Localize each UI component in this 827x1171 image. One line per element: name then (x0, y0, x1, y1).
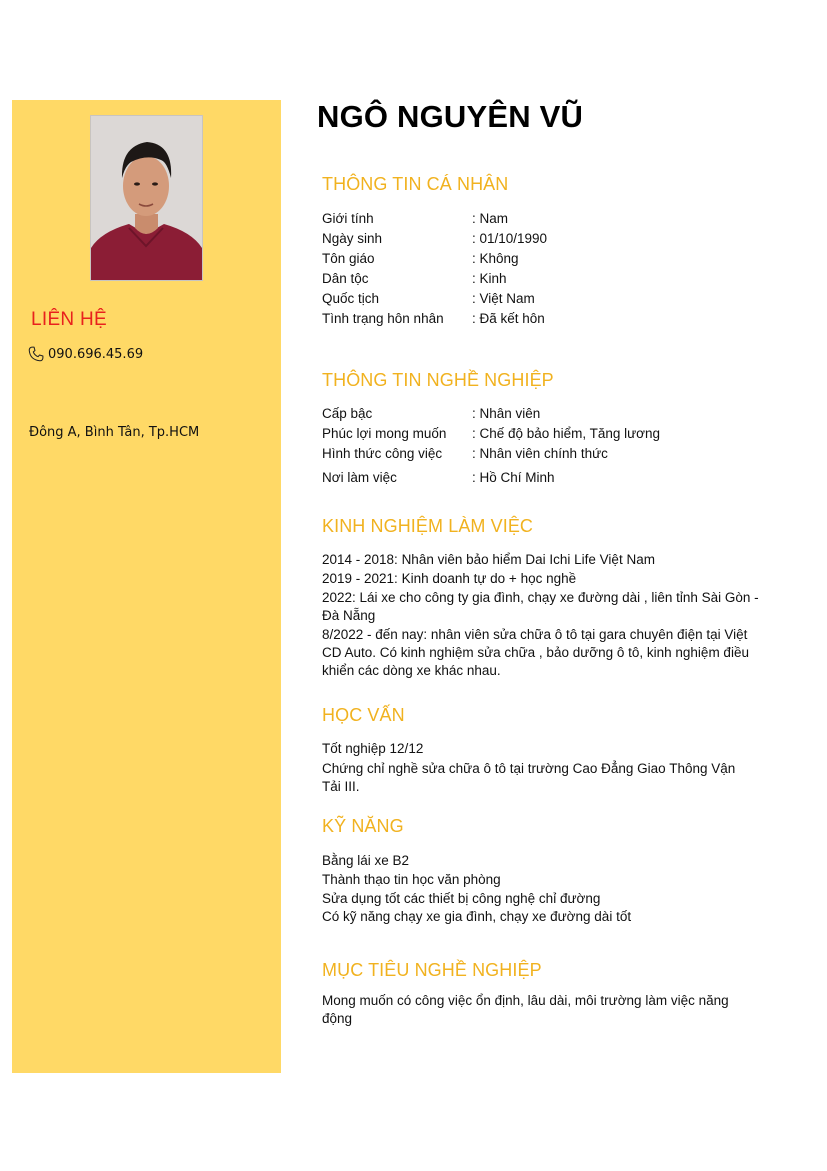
personal-value: : Đã kết hôn (472, 311, 545, 326)
personal-label: Giới tính (322, 211, 374, 226)
career-value: : Chế độ bảo hiểm, Tăng lương (472, 426, 661, 441)
career-label: Cấp bậc (322, 406, 373, 421)
personal-label: Tình trạng hôn nhân (322, 311, 444, 326)
section-title-experience: KINH NGHIỆM LÀM VIỆC (322, 516, 534, 536)
section-title-personal: THÔNG TIN CÁ NHÂN (322, 174, 509, 194)
objective-text: Mong muốn có công việc ổn định, lâu dài, môi trường làm việc năng động (322, 993, 729, 1026)
profile-photo (90, 115, 203, 281)
career-label: Hình thức công việc (322, 446, 443, 461)
skill-item: Thành thạo tin học văn phòng (322, 872, 501, 887)
personal-value: : Không (472, 251, 519, 266)
career-value: : Nhân viên (472, 406, 541, 421)
personal-label: Quốc tịch (322, 291, 380, 306)
career-value: : Nhân viên chính thức (472, 446, 608, 461)
experience-item: 2019 - 2021: Kinh doanh tự do + học nghề (322, 571, 577, 586)
contact-heading: LIÊN HỆ (31, 309, 108, 330)
experience-item: 2014 - 2018: Nhân viên bảo hiểm Dai Ichi Life Việt Nam (322, 552, 655, 567)
phone-number[interactable]: 090.696.45.69 (48, 346, 144, 362)
personal-label: Ngày sinh (322, 231, 383, 246)
personal-label: Tôn giáo (322, 251, 375, 266)
personal-label: Dân tộc (322, 271, 369, 286)
career-value: : Hồ Chí Minh (472, 470, 555, 485)
personal-value: : 01/10/1990 (472, 231, 548, 246)
skill-item: Bằng lái xe B2 (322, 853, 410, 868)
section-title-education: HỌC VẤN (322, 705, 405, 725)
experience-item: 2022: Lái xe cho công ty gia đình, chạy xe đường dài , liên tỉnh Sài Gòn - Đà Nẵng (322, 590, 759, 623)
career-label: Nơi làm việc (322, 470, 397, 485)
section-title-skills: KỸ NĂNG (322, 816, 404, 836)
education-item: Tốt nghiệp 12/12 (322, 741, 424, 756)
personal-value: : Kinh (472, 271, 507, 286)
skill-item: Sửa dụng tốt các thiết bị công nghệ chỉ đường (322, 891, 601, 906)
candidate-name: NGÔ NGUYÊN VŨ (317, 99, 584, 134)
phone-icon (27, 345, 45, 363)
portrait-image (91, 116, 202, 280)
personal-value: : Việt Nam (472, 291, 535, 306)
address: Đông A, Bình Tân, Tp.HCM (29, 425, 200, 440)
career-label: Phúc lợi mong muốn (322, 426, 447, 441)
section-title-career: THÔNG TIN NGHỀ NGHIỆP (322, 370, 554, 390)
phone-row (27, 345, 143, 363)
experience-item: 8/2022 - đến nay: nhân viên sửa chữa ô tô tại gara chuyên điện tại Việt CD Auto. Có kinh nghiệm sửa chữa , bảo dưỡng ô tô, kinh nghiệm điều khiển các dòng xe khác nhau. (322, 627, 749, 678)
personal-value: : Nam (472, 211, 509, 226)
education-item: Chứng chỉ nghề sửa chữa ô tô tại trường Cao Đẳng Giao Thông Vận Tải III. (322, 761, 736, 794)
section-title-objective: MỤC TIÊU NGHỀ NGHIỆP (322, 960, 542, 980)
skill-item: Có kỹ năng chạy xe gia đình, chạy xe đường dài tốt (322, 909, 632, 924)
